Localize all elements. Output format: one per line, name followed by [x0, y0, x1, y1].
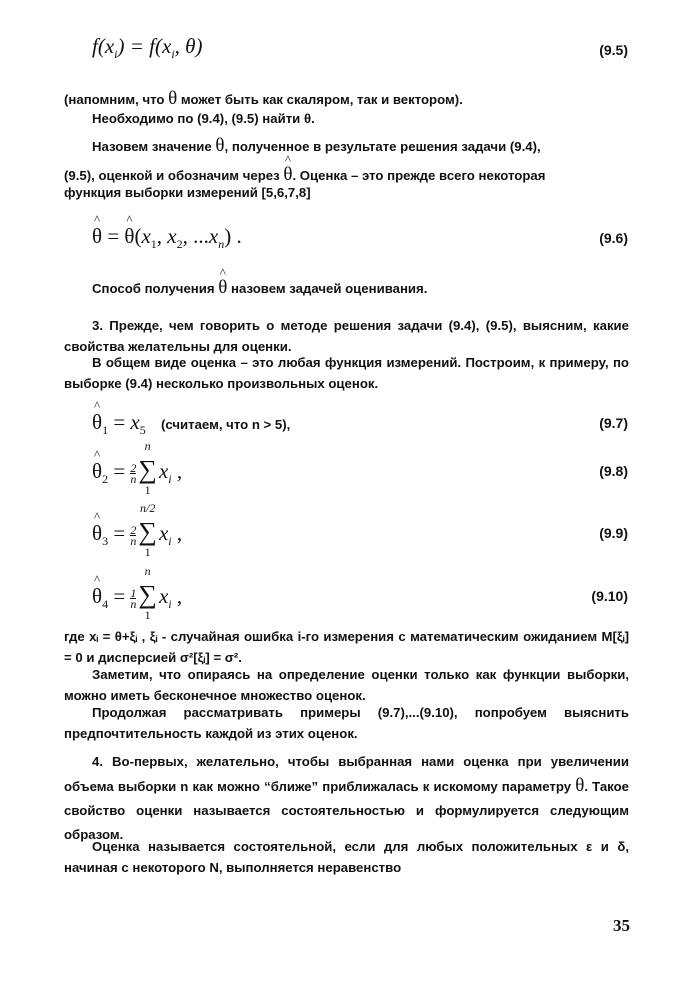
- paragraph-consistent-definition: Оценка называется состоятельной, если для любых положительных ε и δ, начиная с некоторого N, выполняется неравенство: [64, 839, 629, 875]
- definition-text-d: . Оценка – это прежде всего некоторая: [292, 168, 546, 183]
- paragraph-general-estimate: В общем виде оценка – это любая функция измерений. Построим, к примеру, по выборке (9.4) несколько произвольных оценок.: [64, 355, 629, 391]
- definition-text-a: Назовем значение: [92, 139, 212, 154]
- page-number: 35: [613, 916, 630, 935]
- paragraph-section-4: [64, 750, 629, 847]
- theta-symbol: θ: [168, 88, 178, 109]
- paragraph-note-infinite: Заметим, что опираясь на определение оценки только как функции выборки, можно иметь бесконечное множество оценок.: [64, 667, 629, 703]
- paragraph-note: [64, 88, 463, 110]
- equation-number-9-10: (9.10): [591, 588, 628, 604]
- equation-number-9-7: (9.7): [599, 415, 628, 431]
- paragraph-definition-line1: [92, 135, 541, 157]
- definition-text-c: (9.5), оценкой и обозначим через: [64, 168, 280, 183]
- section-4-text-b: . Такое свойство оценки называется состоятельностью и формулируется следующим образом.: [64, 779, 629, 842]
- paragraph-definition-line3: функция выборки измерений [5,6,7,8]: [64, 185, 311, 200]
- paragraph-continue-examples: Продолжая рассматривать примеры (9.7),...(9.10), попробуем выяснить предпочтительность каждой из этих оценок.: [64, 705, 629, 741]
- equation-number-9-6: (9.6): [599, 230, 628, 246]
- paragraph-section-3: 3. Прежде, чем говорить о методе решения задачи (9.4), (9.5), выясним, какие свойства желательны для оценки.: [64, 318, 629, 354]
- equation-9-6: ^ θ = ^ $\theta(x_1$, $x_2$, $...x_n$) .: [92, 224, 242, 252]
- equation-9-8: ^ $\theta_2$ = $\frac{2}{n}$ ∑ n 1 $x_i$ ,: [92, 455, 182, 487]
- estimation-text-a: Способ получения: [92, 281, 215, 296]
- note-text-a: (напомним, что: [64, 92, 165, 107]
- paragraph-where-xi: где xᵢ = θ+ξᵢ , ξᵢ - случайная ошибка i-го измерения с математическим ожиданием M[ξᵢ] = 0 и дисперсией σ²[ξᵢ] = σ².: [64, 629, 629, 665]
- equation-9-7: ^ $\theta_1 = x_5$ (считаем, что n > 5),: [92, 410, 290, 438]
- theta-hat-symbol: ^ θ: [283, 164, 292, 186]
- theta-symbol: θ: [215, 135, 225, 156]
- equation-number-9-9: (9.9): [599, 525, 628, 541]
- equation-number-9-5: (9.5): [599, 42, 628, 58]
- equation-9-5: $f(x_i) = f(x_i$, θ): [92, 34, 203, 62]
- theta-symbol: θ: [575, 775, 585, 796]
- paragraph-definition-line2: [64, 164, 545, 186]
- estimation-text-b: назовем задачей оценивания.: [231, 281, 428, 296]
- equation-9-10: ^ $\theta_4$ = $\frac{1}{n}$ ∑ n 1 $x_i$ ,: [92, 580, 182, 612]
- equation-9-7-note: (считаем, что n > 5),: [160, 417, 291, 432]
- paragraph-necessary: Необходимо по (9.4), (9.5) найти θ.: [92, 111, 315, 126]
- equation-9-9: ^ $\theta_3$ = $\frac{2}{n}$ ∑ n/2 1 $x_i$ ,: [92, 517, 182, 549]
- note-text-b: может быть как скаляром, так и вектором).: [180, 92, 463, 107]
- definition-text-b: , полученное в результате решения задачи (9.4),: [224, 139, 541, 154]
- theta-hat-symbol: ^ θ: [218, 277, 227, 299]
- equation-number-9-8: (9.8): [599, 463, 628, 479]
- section-4-text-a: 4. Во-первых, желательно, чтобы выбранная нами оценка при увеличении объема выборки n как можно “ближе” приближалась к искомому параметру: [64, 754, 629, 794]
- paragraph-estimation-task: [92, 277, 427, 299]
